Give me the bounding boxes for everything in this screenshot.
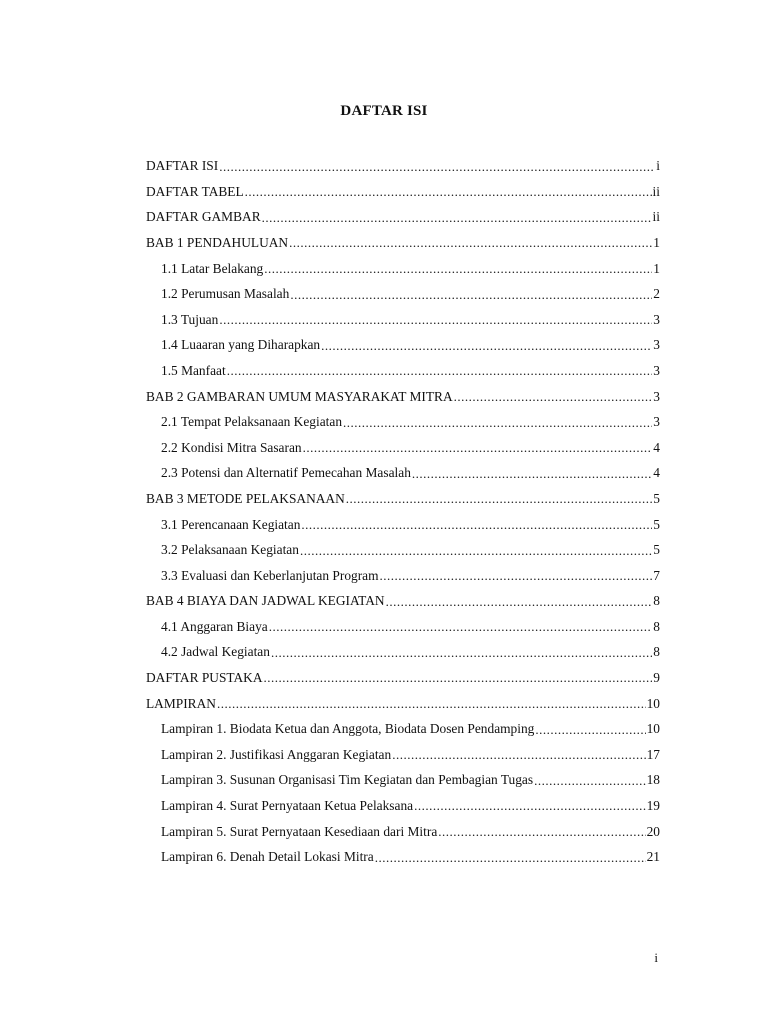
toc-entry-label: DAFTAR ISI [146, 158, 219, 174]
toc-entry[interactable] [146, 509, 660, 535]
toc-entry-page: 3 [653, 362, 660, 378]
toc-entry[interactable] [146, 253, 660, 279]
toc-dot-leader [264, 671, 653, 684]
toc-dot-leader [414, 799, 646, 812]
toc-entry-page: 8 [653, 593, 660, 609]
toc-entry[interactable] [146, 381, 660, 407]
toc-entry[interactable] [146, 791, 660, 817]
toc-entry-page: 4 [653, 439, 660, 455]
toc-entry-page: 21 [646, 849, 660, 865]
toc-entry[interactable] [146, 535, 660, 561]
toc-entry[interactable] [146, 816, 660, 842]
toc-dot-leader [375, 851, 646, 864]
toc-dot-leader [380, 569, 653, 582]
toc-entry-page: ii [652, 209, 660, 225]
toc-dot-leader [454, 390, 653, 403]
toc-entry-label: LAMPIRAN [146, 695, 216, 711]
toc-entry-label: 1.4 Luaaran yang Diharapkan [161, 337, 321, 353]
toc-entry[interactable] [146, 407, 660, 433]
toc-entry[interactable] [146, 765, 660, 791]
toc-entry-label: 3.1 Perencanaan Kegiatan [161, 516, 301, 532]
toc-entry-label: 2.1 Tempat Pelaksanaan Kegiatan [161, 414, 343, 430]
toc-entry-label: 2.3 Potensi dan Alternatif Pemecahan Masalah [161, 465, 411, 481]
toc-entry-label: Lampiran 5. Surat Pernyataan Kesediaan dari Mitra [161, 823, 438, 839]
toc-dot-leader [271, 646, 652, 659]
toc-entry-page: 10 [646, 695, 660, 711]
toc-entry-page: 9 [653, 670, 660, 686]
toc-entry[interactable] [146, 433, 660, 459]
toc-entry-page: 20 [646, 823, 660, 839]
toc-entry[interactable] [146, 330, 660, 356]
toc-dot-leader [269, 620, 653, 633]
toc-dot-leader [264, 262, 652, 275]
toc-entry-label: 3.3 Evaluasi dan Keberlanjutan Program [161, 567, 379, 583]
toc-entry-page: 3 [653, 311, 660, 327]
toc-entry[interactable] [146, 663, 660, 689]
toc-entry-page: 8 [653, 618, 660, 634]
toc-entry[interactable] [146, 305, 660, 331]
toc-entry[interactable] [146, 688, 660, 714]
toc-entry-label: 4.1 Anggaran Biaya [161, 618, 268, 634]
toc-entry-page: i [656, 158, 660, 174]
toc-entry[interactable] [146, 842, 660, 868]
toc-entry-label: BAB 4 BIAYA DAN JADWAL KEGIATAN [146, 593, 385, 609]
toc-entry-page: 18 [646, 772, 660, 788]
toc-entry-label: Lampiran 4. Surat Pernyataan Ketua Pelaksana [161, 798, 414, 814]
toc-entry-label: DAFTAR GAMBAR [146, 209, 261, 225]
page-title: DAFTAR ISI [340, 103, 428, 119]
toc-entry-page: 1 [653, 234, 660, 250]
toc-dot-leader [346, 492, 653, 505]
toc-entry-label: 3.2 Pelaksanaan Kegiatan [161, 542, 299, 558]
toc-entry-page: 3 [653, 414, 660, 430]
toc-dot-leader [300, 544, 652, 557]
toc-dot-leader [412, 467, 652, 480]
toc-entry[interactable] [146, 561, 660, 587]
toc-entry-label: 1.1 Latar Belakang [161, 260, 264, 276]
toc-dot-leader [303, 441, 653, 454]
toc-dot-leader [219, 313, 652, 326]
toc-entry[interactable] [146, 202, 660, 228]
toc-entry-label: 1.2 Perumusan Masalah [161, 286, 290, 302]
toc-dot-leader [392, 748, 645, 761]
toc-entry[interactable] [146, 586, 660, 612]
toc-entry[interactable] [146, 714, 660, 740]
page-number: i [654, 950, 658, 965]
toc-entry-page: 19 [646, 798, 660, 814]
toc-entry-label: Lampiran 2. Justifikasi Anggaran Kegiatan [161, 746, 392, 762]
toc-entry-page: 3 [653, 388, 660, 404]
toc-entry[interactable] [146, 279, 660, 305]
toc-entry[interactable] [146, 484, 660, 510]
toc-dot-leader [289, 236, 652, 249]
toc-entry[interactable] [146, 458, 660, 484]
table-of-contents [146, 151, 660, 868]
toc-entry-page: 4 [653, 465, 660, 481]
toc-entry-page: ii [652, 183, 660, 199]
toc-dot-leader [386, 595, 653, 608]
toc-entry-page: 5 [653, 516, 660, 532]
toc-entry-page: 10 [646, 721, 660, 737]
toc-entry-page: 5 [653, 490, 660, 506]
toc-entry-label: BAB 1 PENDAHULUAN [146, 234, 289, 250]
toc-dot-leader [343, 416, 652, 429]
toc-entry[interactable] [146, 177, 660, 203]
toc-entry-page: 17 [646, 746, 660, 762]
toc-entry-label: BAB 2 GAMBARAN UMUM MASYARAKAT MITRA [146, 388, 453, 404]
toc-entry-label: 2.2 Kondisi Mitra Sasaran [161, 439, 302, 455]
toc-dot-leader [217, 697, 646, 710]
toc-dot-leader [534, 774, 646, 787]
toc-entry-label: BAB 3 METODE PELAKSANAAN [146, 490, 345, 506]
toc-dot-leader [219, 160, 655, 173]
toc-entry-label: DAFTAR TABEL [146, 183, 244, 199]
toc-dot-leader [321, 339, 652, 352]
toc-entry-page: 7 [653, 567, 660, 583]
toc-dot-leader [438, 825, 645, 838]
toc-entry-page: 5 [653, 542, 660, 558]
toc-entry-page: 2 [653, 286, 660, 302]
toc-entry-page: 3 [653, 337, 660, 353]
toc-entry-label: Lampiran 1. Biodata Ketua dan Anggota, Biodata Dosen Pendamping [161, 721, 535, 737]
toc-entry-page: 8 [653, 644, 660, 660]
toc-entry[interactable] [146, 228, 660, 254]
toc-entry[interactable] [146, 612, 660, 638]
toc-dot-leader [227, 364, 653, 377]
toc-entry-label: 4.2 Jadwal Kegiatan [161, 644, 270, 660]
toc-dot-leader [290, 288, 652, 301]
toc-dot-leader [301, 518, 652, 531]
toc-entry-label: 1.5 Manfaat [161, 362, 226, 378]
toc-entry[interactable] [146, 151, 660, 177]
toc-entry-label: DAFTAR PUSTAKA [146, 670, 263, 686]
toc-entry[interactable] [146, 637, 660, 663]
toc-entry[interactable] [146, 356, 660, 382]
toc-entry[interactable] [146, 740, 660, 766]
toc-dot-leader [535, 723, 645, 736]
toc-entry-label: Lampiran 6. Denah Detail Lokasi Mitra [161, 849, 374, 865]
toc-dot-leader [245, 185, 652, 198]
toc-dot-leader [262, 211, 652, 224]
toc-entry-label: Lampiran 3. Susunan Organisasi Tim Kegiatan dan Pembagian Tugas [161, 772, 534, 788]
toc-entry-label: 1.3 Tujuan [161, 311, 219, 327]
toc-entry-page: 1 [653, 260, 660, 276]
